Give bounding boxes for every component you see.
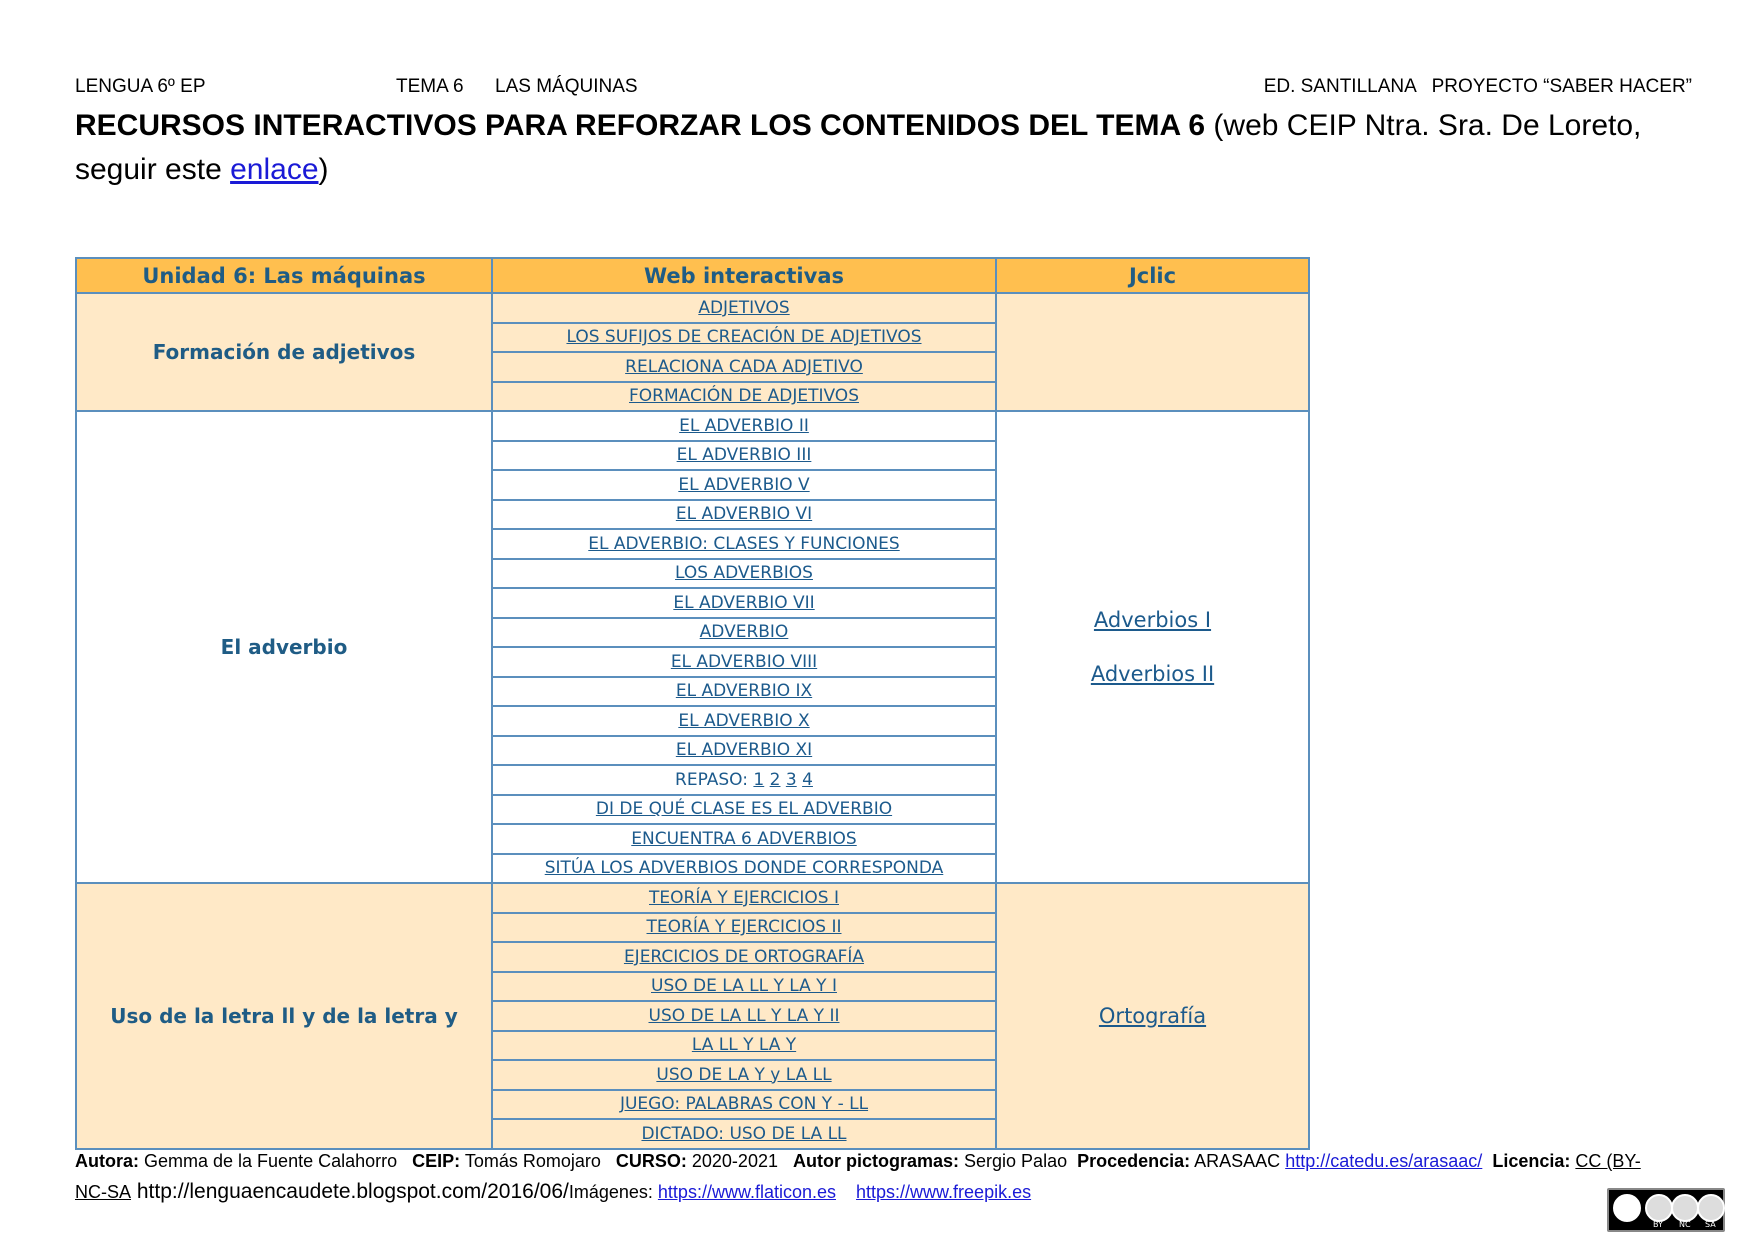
images-label: Imágenes: — [568, 1182, 658, 1202]
footer-line-2 — [75, 1180, 1031, 1204]
license-label: Licencia: — [1492, 1151, 1571, 1171]
freepik-link[interactable]: https://www.freepik.es — [856, 1182, 1032, 1202]
web-link-cell — [492, 470, 996, 500]
web-link-cell — [492, 883, 996, 913]
web-link[interactable]: ADVERBIO — [699, 622, 789, 643]
jclic-cell — [996, 883, 1309, 1149]
web-link-cell — [492, 529, 996, 559]
sa-icon — [1697, 1194, 1725, 1222]
pict: Sergio Palao — [959, 1151, 1078, 1171]
web-link-cell — [492, 1090, 996, 1120]
web-link-cell — [492, 972, 996, 1002]
web-link-cell — [492, 913, 996, 943]
blog-url: http://lenguaencaudete.blogspot.com/2016/06/ — [131, 1180, 569, 1203]
category-cell: Formación de adjetivos — [76, 293, 492, 411]
web-link[interactable]: DI DE QUÉ CLASE ES EL ADVERBIO — [595, 799, 893, 820]
ceip-label: CEIP: — [412, 1151, 461, 1171]
web-link-cell — [492, 323, 996, 353]
web-link-cell — [492, 1031, 996, 1061]
title-rest: (web CEIP Ntra. Sra. De Loreto, seguir este — [75, 109, 1642, 186]
web-link-cell — [492, 293, 996, 323]
web-link-cell — [492, 647, 996, 677]
web-link[interactable]: EL ADVERBIO: CLASES Y FUNCIONES — [588, 533, 900, 554]
web-link[interactable]: FORMACIÓN DE ADJETIVOS — [629, 386, 859, 407]
header-web: Web interactivas — [492, 258, 996, 293]
header-tema-title: LAS MÁQUINAS — [495, 76, 638, 97]
web-link[interactable]: TEORÍA Y EJERCICIOS I — [649, 887, 839, 908]
jclic-link[interactable]: Ortografía — [1098, 1003, 1207, 1028]
web-link[interactable]: EJERCICIOS DE ORTOGRAFÍA — [623, 946, 865, 967]
web-link-cell — [492, 854, 996, 884]
web-link-cell — [492, 588, 996, 618]
cc-icon — [1613, 1194, 1641, 1222]
repaso-link[interactable]: 4 — [802, 769, 813, 790]
header-unit: Unidad 6: Las máquinas — [76, 258, 492, 293]
web-link[interactable]: DICTADO: USO DE LA LL — [641, 1123, 847, 1144]
ceip: Tomás Romojaro — [460, 1151, 616, 1171]
web-link-cell — [492, 559, 996, 589]
web-link-cell — [492, 706, 996, 736]
category-cell: El adverbio — [76, 411, 492, 883]
table-row — [76, 411, 1309, 441]
badge-by: BY — [1653, 1220, 1663, 1229]
web-link-cell — [492, 824, 996, 854]
jclic-cell — [996, 411, 1309, 883]
web-link[interactable]: EL ADVERBIO X — [678, 710, 810, 731]
arasaac-link[interactable]: http://catedu.es/arasaac/ — [1285, 1151, 1483, 1171]
license-link-cont[interactable]: NC-SA — [75, 1182, 132, 1202]
proc: ARASAAC — [1190, 1151, 1286, 1171]
enlace-link[interactable]: enlace — [230, 153, 319, 186]
web-link[interactable]: RELACIONA CADA ADJETIVO — [625, 356, 863, 377]
header-publisher: ED. SANTILLANA PROYECTO “SABER HACER” — [1263, 76, 1692, 97]
web-link-cell — [492, 677, 996, 707]
web-link-cell — [492, 441, 996, 471]
category-cell: Uso de la letra ll y de la letra y — [76, 883, 492, 1149]
header-tema: TEMA 6 — [396, 76, 464, 97]
title-bold: RECURSOS INTERACTIVOS PARA REFORZAR LOS CONTENIDOS DEL TEMA 6 — [75, 109, 1206, 142]
page-title — [75, 104, 1675, 192]
web-link[interactable]: USO DE LA LL Y LA Y II — [648, 1005, 840, 1026]
nc-icon — [1671, 1194, 1699, 1222]
web-link-cell — [492, 500, 996, 530]
web-link[interactable]: EL ADVERBIO XI — [675, 740, 813, 761]
badge-nc: NC — [1679, 1220, 1691, 1229]
web-link-cell — [492, 1060, 996, 1090]
repaso-label: REPASO: — [675, 769, 754, 790]
web-link-cell — [492, 411, 996, 441]
header-subject: LENGUA 6º EP — [75, 76, 206, 97]
web-link[interactable]: EL ADVERBIO II — [679, 415, 809, 436]
web-link-cell — [492, 736, 996, 766]
jclic-link[interactable]: Adverbios II — [1090, 662, 1215, 686]
repaso-link[interactable]: 3 — [785, 769, 797, 790]
web-link[interactable]: USO DE LA LL Y LA Y I — [651, 976, 837, 997]
web-link-cell — [492, 618, 996, 648]
web-link-cell — [492, 942, 996, 972]
web-link[interactable]: JUEGO: PALABRAS CON Y - LL — [619, 1094, 869, 1115]
resources-table — [75, 257, 1310, 1150]
table-row — [76, 883, 1309, 913]
header-jclic: Jclic — [996, 258, 1309, 293]
curso: 2020-2021 — [686, 1151, 793, 1171]
jclic-link[interactable]: Adverbios I — [1093, 608, 1212, 632]
web-link-cell — [492, 1119, 996, 1149]
badge-sa: SA — [1705, 1220, 1716, 1229]
proc-label: Procedencia: — [1077, 1151, 1191, 1171]
web-link[interactable]: EL ADVERBIO VIII — [670, 651, 818, 672]
web-link-cell — [492, 382, 996, 412]
by-icon — [1645, 1194, 1673, 1222]
table-header-row — [76, 258, 1309, 293]
repaso-link[interactable]: 2 — [769, 769, 781, 790]
web-link[interactable]: SITÚA LOS ADVERBIOS DONDE CORRESPONDA — [544, 858, 944, 879]
curso-label: CURSO: — [615, 1151, 687, 1171]
web-link-cell — [492, 1001, 996, 1031]
cc-license-badge[interactable] — [1607, 1188, 1725, 1232]
web-link[interactable]: LOS SUFIJOS DE CREACIÓN DE ADJETIVOS — [566, 327, 922, 348]
web-link-cell — [492, 352, 996, 382]
title-end: ) — [318, 153, 329, 186]
web-link-cell — [492, 765, 996, 795]
web-link[interactable]: USO DE LA Y y LA LL — [656, 1064, 832, 1085]
pict-label: Autor pictogramas: — [792, 1151, 960, 1171]
jclic-cell — [996, 293, 1309, 411]
footer-line-1 — [75, 1151, 1641, 1172]
web-link[interactable]: ADJETIVOS — [698, 297, 790, 318]
repaso-link[interactable]: 1 — [753, 769, 765, 790]
table-row — [76, 293, 1309, 323]
autora: Gemma de la Fuente Calahorro — [139, 1151, 413, 1171]
web-link[interactable]: LOS ADVERBIOS — [675, 563, 813, 584]
autora-label: Autora: — [75, 1151, 139, 1171]
web-link[interactable]: EL ADVERBIO VII — [673, 592, 815, 613]
web-link[interactable]: EL ADVERBIO V — [678, 474, 810, 495]
flaticon-link[interactable]: https://www.flaticon.es — [657, 1182, 836, 1202]
web-link[interactable]: EL ADVERBIO VI — [675, 504, 813, 525]
web-link[interactable]: EL ADVERBIO IX — [675, 681, 813, 702]
web-link[interactable]: EL ADVERBIO III — [676, 445, 812, 466]
web-link[interactable]: ENCUENTRA 6 ADVERBIOS — [631, 828, 857, 849]
web-link[interactable]: LA LL Y LA Y — [691, 1035, 797, 1056]
web-link[interactable]: TEORÍA Y EJERCICIOS II — [646, 917, 842, 938]
license-link[interactable]: CC (BY- — [1575, 1151, 1641, 1171]
web-link-cell — [492, 795, 996, 825]
